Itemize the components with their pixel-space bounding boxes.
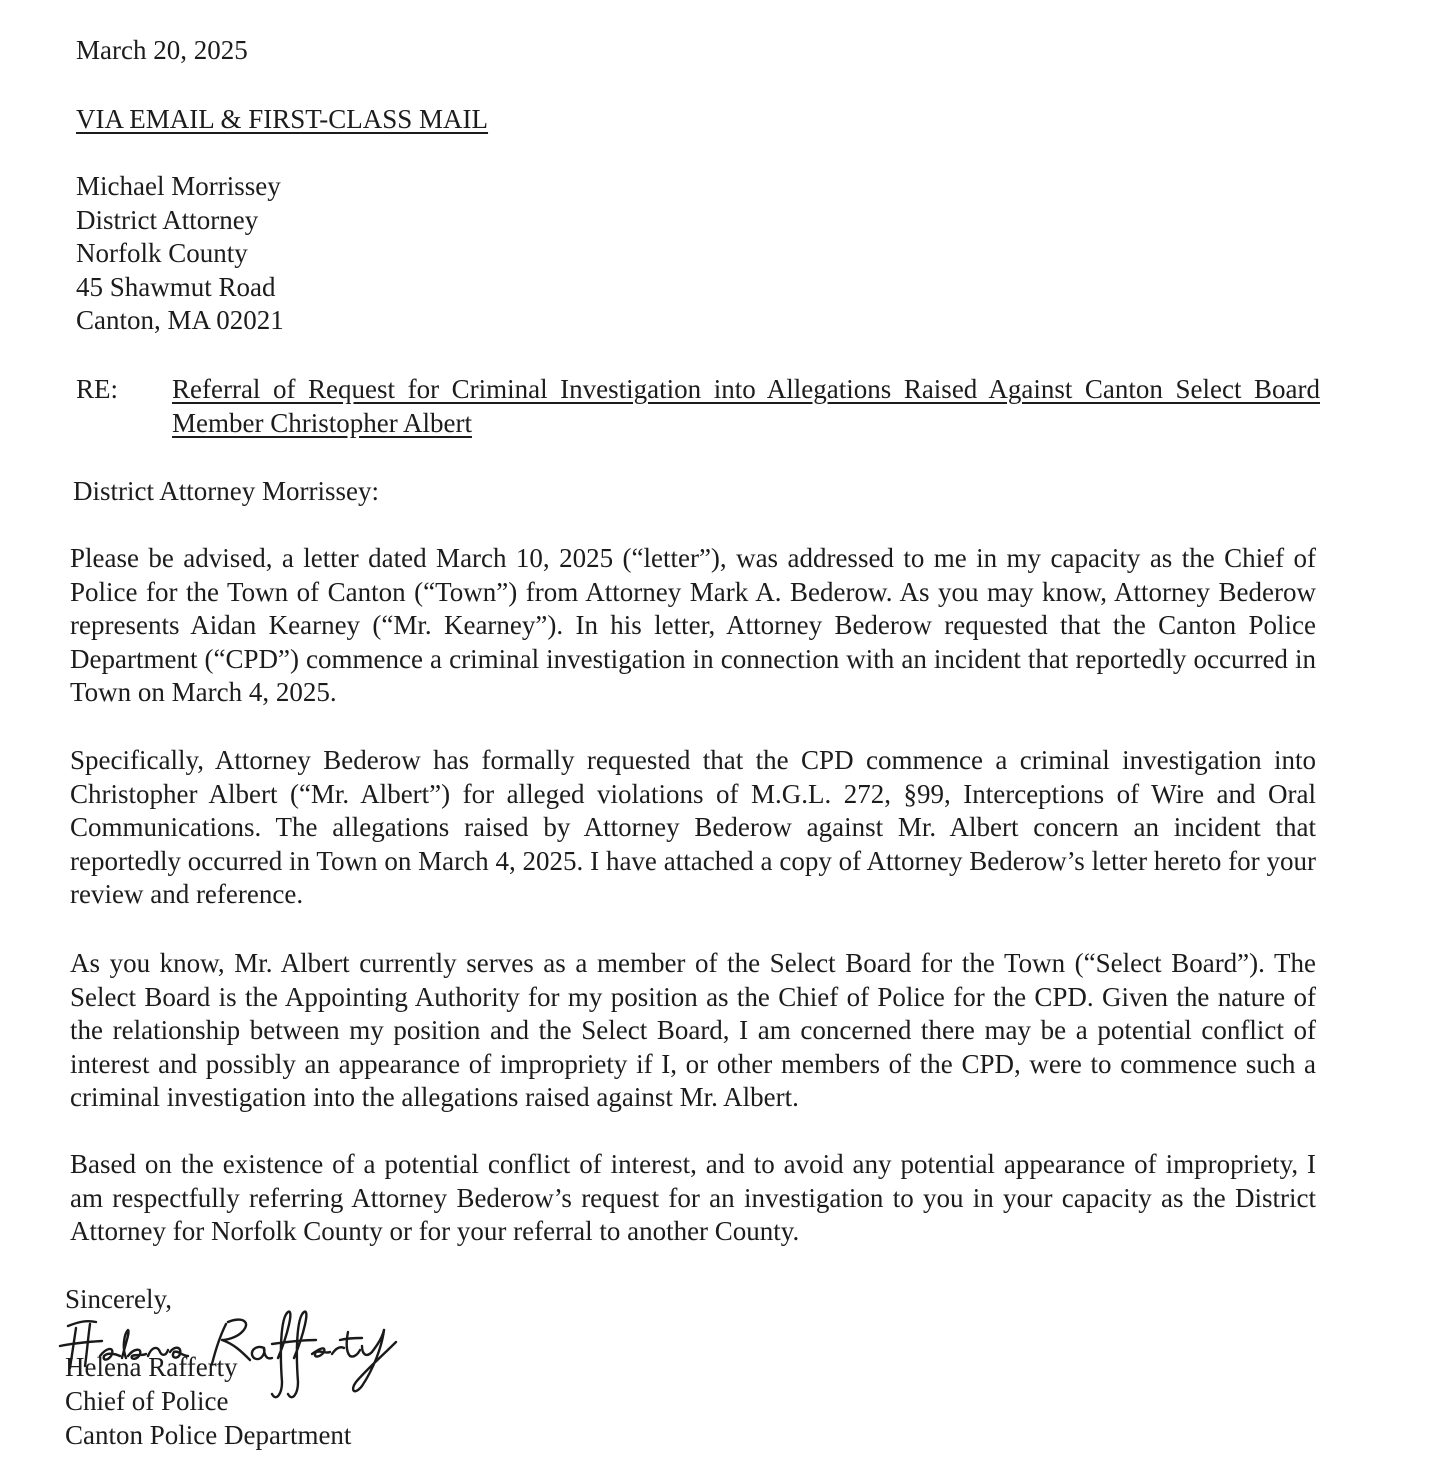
re-subject: Referral of Request for Criminal Investigation into Allegations Raised Against Canton Select Board Member Christopher Albert (172, 374, 1320, 438)
signer-title: Chief of Police (65, 1386, 229, 1416)
recipient-name: Michael Morrissey (76, 171, 281, 201)
recipient-city-state-zip: Canton, MA 02021 (76, 305, 284, 335)
recipient-title: District Attorney (76, 204, 259, 235)
letter-date: March 20, 2025 (76, 35, 248, 65)
re-label: RE: (76, 374, 119, 404)
signer-name: Helena Rafferty (65, 1352, 238, 1382)
salutation: District Attorney Morrissey: (73, 476, 379, 506)
recipient-address (76, 170, 284, 338)
body-paragraph-2: Specifically, Attorney Bederow has formally requested that the CPD commence a criminal investigation into Christopher Albert (“Mr. Albert”) for alleged violations of M.G.L. 272, §99, Interceptions of Wire and Oral Communications. The allegations raised by Attorney Bederow against Mr. Albert concern an incident that reportedly occurred in Town on March 4, 2025. I have attached a copy of Attorney Bederow’s letter hereto for your review and reference. (70, 745, 1316, 909)
handwritten-signature (56, 1286, 416, 1406)
signature-drawing (56, 1286, 416, 1406)
valediction: Sincerely, (65, 1284, 172, 1314)
recipient-county: Norfolk County (76, 238, 248, 268)
recipient-street: 45 Shawmut Road (76, 271, 276, 302)
body-paragraph-3: As you know, Mr. Albert currently serves as a member of the Select Board for the Town (“Select Board”). The Select Board is the Appointing Authority for my position as the Chief of Police for the CPD. Given the nature of the relationship between my position and the Select Board, I am concerned there may be a potential conflict of interest and possibly an appearance of impropriety if I, or other members of the CPD, were to commence such a criminal investigation into the allegations raised against Mr. Albert. (70, 948, 1316, 1112)
delivery-method: VIA EMAIL & FIRST-CLASS MAIL (76, 104, 489, 134)
signer-department: Canton Police Department (65, 1420, 352, 1450)
body-paragraph-1: Please be advised, a letter dated March 10, 2025 (“letter”), was addressed to me in my capacity as the Chief of Police for the Town of Canton (“Town”) from Attorney Mark A. Bederow. As you may know, Attorney Bederow represents Aidan Kearney (“Mr. Kearney”). In his letter, Attorney Bederow requested that the Canton Police Department (“CPD”) commence a criminal investigation in connection with an incident that reportedly occurred in Town on March 4, 2025. (70, 543, 1316, 707)
body-paragraph-4: Based on the existence of a potential conflict of interest, and to avoid any potential appearance of impropriety, I am respectfully referring Attorney Bederow’s request for an investigation to you in your capacity as the District Attorney for Norfolk County or for your referral to another County. (70, 1149, 1316, 1246)
